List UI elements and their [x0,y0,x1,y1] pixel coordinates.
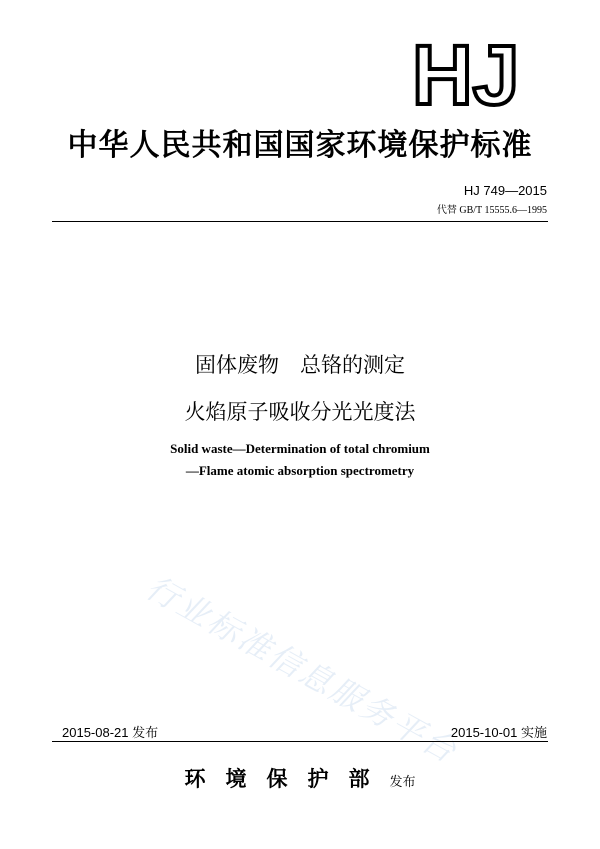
watermark: 行业标准信息服务平台 [139,568,465,772]
implementation-date: 2015-10-01 实施 [450,725,547,740]
hj-logo [410,30,540,110]
english-title-line-2: —Flame atomic absorption spectrometry [185,463,415,478]
standard-number: HJ 749—2015 [463,183,547,198]
english-title-line-1: Solid waste—Determination of total chromium [170,441,430,456]
chinese-title-line-2: 火焰原子吸收分光光度法 [184,400,416,424]
top-divider [52,221,548,222]
issue-date: 2015-08-21 发布 [62,725,159,740]
hj-logo-text: HJ [412,30,520,110]
chinese-title-line-1: 固体废物 总铬的测定 [195,353,405,377]
standard-category-title: 中华人民共和国国家环境保护标准 [67,128,533,163]
replaces-standard: 代替 GB/T 15555.6—1995 [436,205,547,216]
issuer-line [0,763,600,793]
bottom-divider [52,741,548,742]
issuer-name: 环境保护部 [184,766,390,791]
issuer-suffix: 发布 [389,775,416,790]
